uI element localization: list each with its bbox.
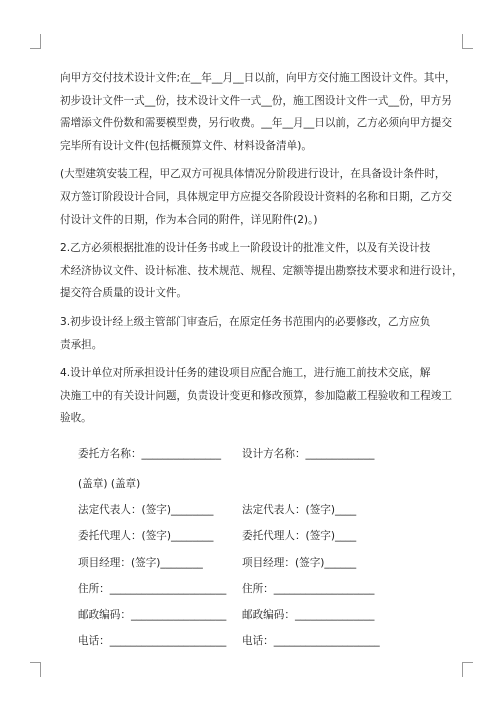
text-line: (大型建筑安装工程，甲乙双方可视具体情况分阶段进行设计，在具备设计条件时， — [60, 168, 446, 181]
postcode-left-field: 邮政编码：__________________ — [78, 608, 227, 621]
text-line: 4.设计单位对所承担设计任务的建设项目应配合施工，进行施工前技术交底，解 — [60, 367, 431, 380]
signature-row-seals — [60, 476, 445, 502]
pm-right-field: 项目经理：(签字)______ — [242, 556, 357, 569]
legal-rep-left-field: 法定代表人：(签字)________ — [78, 504, 214, 517]
text-line: 向甲方交付技术设计文件;在__年__月__日以前，向甲方交付施工图设计文件。其中， — [60, 72, 456, 84]
text-line: 3.初步设计经上级主管部门审查后，在原定任务书范围内的必要修改，乙方应负 — [60, 315, 431, 328]
text-line: 提交符合质量的设计文件。 — [60, 287, 188, 300]
seal-labels: (盖章) (盖章) — [78, 478, 141, 490]
text-line: 需增添文件份数和需要模型费，另行收费。__年__月__日以前，乙方必须向甲方提交 — [60, 117, 452, 130]
text-line: 2.乙方必须根据批准的设计任务书或上一阶段设计的批准文件，以及有关设计技 — [60, 242, 431, 255]
pm-left-field: 项目经理：(签字)________ — [78, 556, 203, 569]
legal-rep-right-field: 法定代表人：(签字)____ — [242, 504, 357, 517]
text-line: 验收。 — [60, 412, 92, 425]
crop-mark-top-left — [30, 34, 41, 49]
agent-right-field: 委托代理人：(签字)____ — [242, 530, 357, 543]
paragraph-clause-2 — [60, 237, 463, 305]
client-name-field: 委托方名称：_______________ — [78, 448, 222, 460]
text-line: 决施工中的有关设计问题，负责设计变更和修改预算，参加隐蔽工程验收和工程竣工 — [60, 389, 452, 402]
agent-left-field: 委托代理人：(签字)________ — [78, 530, 214, 543]
address-right-field: 住所：___________________ — [242, 582, 375, 595]
phone-right-field: 电话：____________________ — [242, 635, 380, 648]
crop-mark-bottom-left — [30, 662, 41, 677]
crop-mark-bottom-right — [462, 662, 473, 677]
signature-row-address — [60, 581, 445, 607]
text-line: 付设计文件的日期，作为本合同的附件，详见附件(2)。) — [60, 213, 318, 226]
paragraph-delivery — [60, 67, 456, 157]
crop-mark-top-right — [462, 34, 473, 49]
paragraph-clause-3 — [60, 311, 445, 356]
signature-row-phone — [60, 633, 445, 659]
phone-left-field: 电话：______________________ — [78, 635, 227, 648]
paragraph-clause-4 — [60, 362, 452, 430]
text-line: 双方签订阶段设计合同，具体规定甲方应提交各阶段设计资料的名称和日期，乙方交 — [60, 190, 452, 203]
designer-name-field: 设计方名称：_____________ — [242, 448, 375, 460]
text-line: 责承担。 — [60, 338, 103, 351]
text-line: 完毕所有设计文件(包括概预算文件、材料设备清单)。 — [60, 139, 312, 152]
signature-row-agent — [60, 528, 445, 554]
text-line: 初步设计文件一式__份，技术设计文件一式__份，施工图设计文件一式__份，甲方另 — [60, 94, 452, 107]
address-left-field: 住所：______________________ — [78, 582, 227, 595]
contract-body — [60, 67, 463, 430]
postcode-right-field: 邮政编码：_______________ — [242, 608, 375, 621]
signature-row-legal-rep — [60, 502, 445, 528]
signature-row-party-names — [60, 446, 445, 476]
signature-block — [60, 446, 445, 659]
signature-row-project-manager — [60, 555, 445, 581]
signature-row-postcode — [60, 607, 445, 633]
paragraph-staged-design — [60, 163, 452, 231]
text-line: 术经济协议文件、设计标准、技术规范、规程、定额等提出勘察技术要求和进行设计， — [60, 264, 463, 277]
